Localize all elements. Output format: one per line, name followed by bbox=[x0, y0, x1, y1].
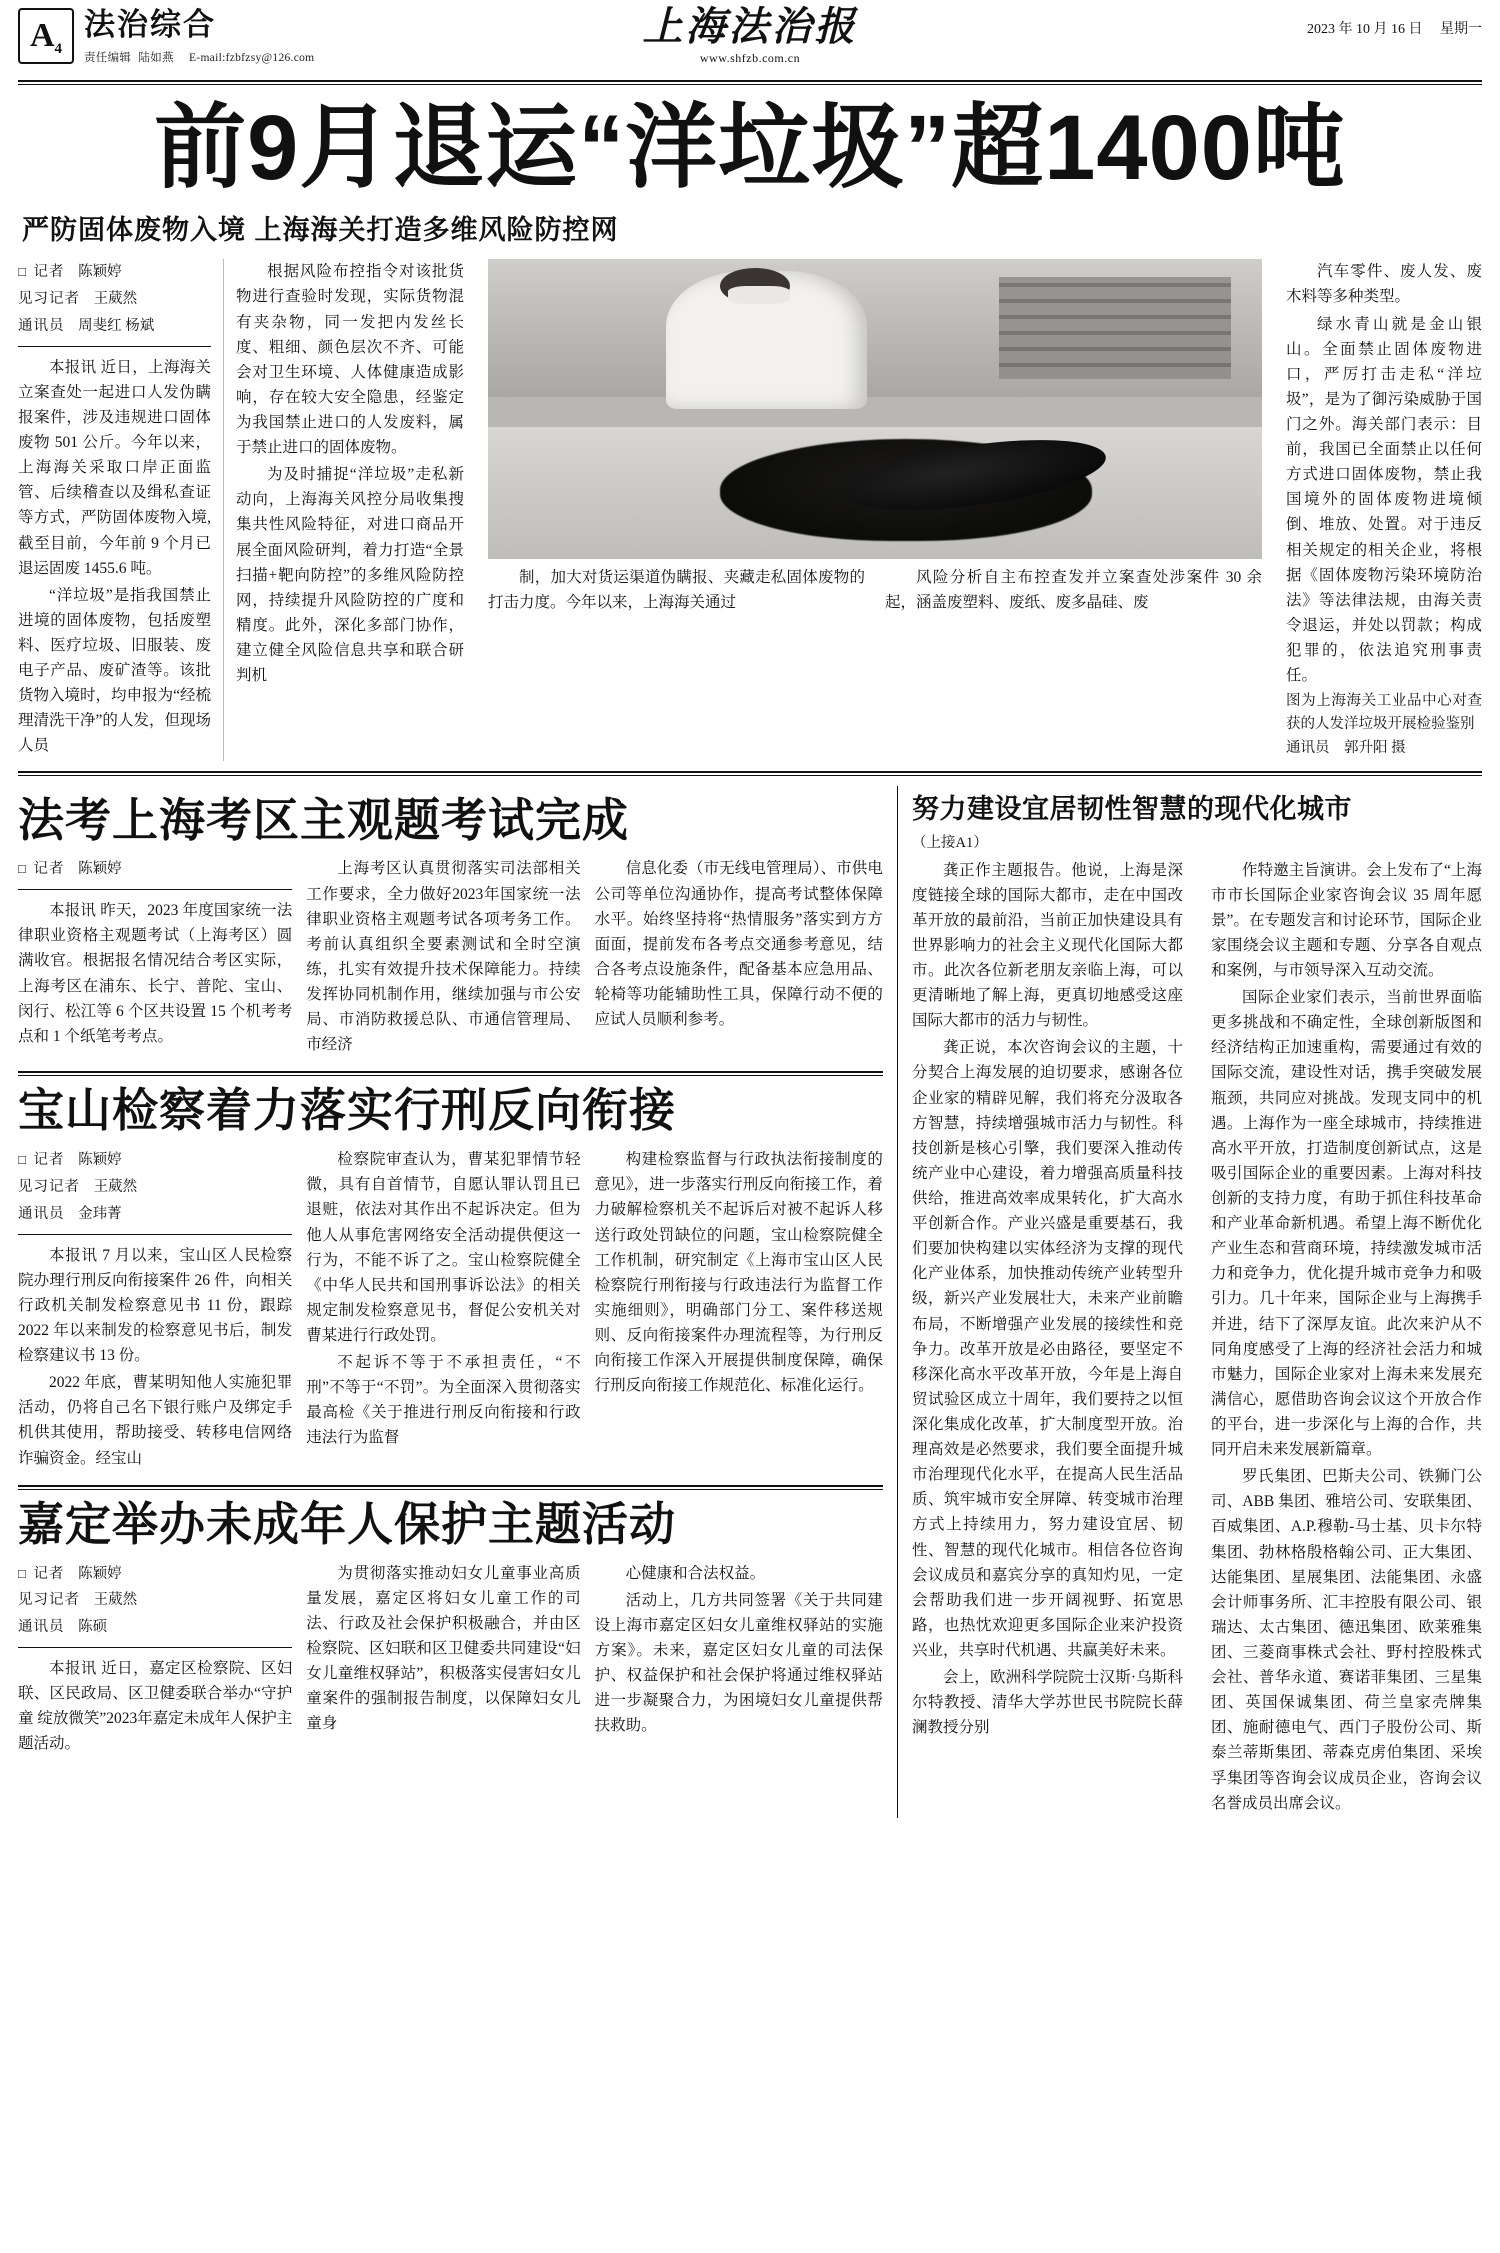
byline-rule bbox=[18, 346, 211, 347]
article-column bbox=[595, 856, 883, 1059]
article-byline bbox=[18, 1561, 292, 1641]
article-separator bbox=[18, 1071, 883, 1073]
article-jiading bbox=[18, 1498, 883, 1759]
article-paragraph: 为贯彻落实推动妇女儿童事业高质量发展，嘉定区将妇女儿童工作的司法、行政及社会保护积极融合，并由区检察院、区妇联和区卫健委共同建设“妇女儿童维权驿站”，积极落实侵害妇女儿童案件的强制报告制度，以保障妇女儿童身 bbox=[306, 1564, 581, 1733]
masthead-rule bbox=[18, 80, 1482, 82]
byline-trainee-name: 王葳然 bbox=[93, 1179, 138, 1196]
article-column bbox=[1197, 858, 1482, 1818]
article-paragraph: 构建检察监督与行政执法衔接制度的意见》，进一步落实行刑反向衔接工作，着力破解检察机关不起诉后对被不起诉人移送行政处罚缺位的问题，宝山检察院健全工作机制，研究制定《上海市宝山区人民检察院行刑衔接与行政违法行为监督工作实施细则》，明确部门分工、案件移送规则、反向衔接案件办理流程等，为行刑反向衔接工作深入开展提供制度保障，确保行刑反向衔接工作规范化、标准化运行。 bbox=[594, 1151, 883, 1395]
article-column bbox=[306, 1561, 594, 1759]
byline-reporter-name: 陈颖婷 bbox=[78, 264, 122, 281]
byline-reporter bbox=[18, 259, 211, 286]
lead-photo bbox=[488, 259, 1262, 559]
lead-column-3b bbox=[875, 565, 1262, 617]
byline-correspondent-label: 通讯员 bbox=[18, 1205, 65, 1222]
lead-article bbox=[0, 253, 1500, 760]
article-fakao bbox=[18, 794, 883, 1060]
issue-weekday: 星期一 bbox=[1440, 22, 1482, 37]
article-paragraph: 罗氏集团、巴斯夫公司、铁狮门公司、ABB 集团、雅培公司、安联集团、百威集团、A.P.穆勒-马士基、贝卡尔特集团、勃林格殷格翰公司、正大集团、达能集团、星展集团、法能集团、永盛会计师事务所、汇丰控股有限公司、银瑞达、太古集团、德迅集团、欧莱雅集团、三菱商事株式会社、野村控股株式会社、普华永道、赛诺菲集团、三星集团、英国保诚集团、荷兰皇家壳牌集团、施耐德电气、西门子股份公司、斯泰兰蒂斯集团、蒂森克虏伯集团、采埃孚集团等咨询会议成员企业，咨询会议名誉成员出席会议。 bbox=[1211, 1468, 1482, 1812]
article-paragraph: 2022 年底，曹某明知他人实施犯罪活动，仍将自己名下银行账户及绑定手机供其使用，帮助接受、转移电信网络诈骗资金。经宝山 bbox=[18, 1374, 293, 1467]
article-separator-thin bbox=[18, 1489, 883, 1490]
byline-correspondent bbox=[18, 313, 211, 340]
lead-column-4 bbox=[1274, 259, 1482, 760]
article-continued-note: （上接A1） bbox=[912, 834, 988, 851]
section-block bbox=[84, 8, 314, 65]
article-column bbox=[306, 1147, 594, 1472]
byline-correspondent bbox=[18, 1201, 292, 1228]
article-paragraph: 心健康和合法权益。 bbox=[625, 1564, 766, 1582]
article-title: 法考上海考区主观题考试完成 bbox=[18, 793, 629, 846]
lead-byline bbox=[18, 259, 211, 339]
article-paragraph: 不起诉不等于不承担责任，“不刑”不等于“不罚”。为全面深入贯彻落实最高检《关于推进行刑反向衔接和行政违法行为监督 bbox=[306, 1354, 581, 1447]
byline-reporter-label: 记者 bbox=[33, 1565, 65, 1582]
byline-trainee-name: 王葳然 bbox=[93, 1592, 138, 1609]
byline-correspondent-label: 通讯员 bbox=[18, 317, 65, 334]
article-column bbox=[595, 1561, 883, 1759]
byline-reporter-name: 陈颖婷 bbox=[78, 1565, 122, 1582]
byline-correspondent-names: 陈硕 bbox=[78, 1619, 108, 1636]
article-byline bbox=[18, 856, 292, 883]
lead-paragraph: 根据风险布控指令对该批货物进行查验时发现，实际货物混有夹杂物，同一发把内发丝长度、粗细、颜色层次不齐、可能会对卫生环境、人体健康造成影响，存在较大安全隐患，经鉴定为我国禁止进口的人发废料，属于禁止进口的固体废物。 bbox=[236, 263, 464, 457]
article-paragraph: 信息化委（市无线电管理局）、市供电公司等单位沟通协作，提高考试整体保障水平。始终坚持将“热情服务”落实到方方面面，提前发布各考点交通参考意见，结合各考点设施条件，配备基本应急用品、轮椅等功能辅助性工具，保障行动不便的应试人员顺利参考。 bbox=[594, 860, 883, 1029]
article-paragraph: 龚正说，本次咨询会议的主题，十分契合上海发展的迫切要求，感谢各位企业家的精辟见解，我们将充分汲取各方智慧，持续增强城市活力与韧性。科技创新是核心引擎，我们要深入推动传统产业中心建设，着力增强高质量科技供给，推进高效率成果转化，扩大高水平创新合作。产业兴盛是重要基石，我们要加快构建以实体经济为支撑的现代化产业体系，加快推动传统产业转型升级，新兴产业发展壮大，未来产业前瞻布局，不断增强产业发展的接续性和竞争力。改革开放是必由路径，要坚定不移深化高水平改革开放，今年是上海自贸试验区成立十周年，我们要持之以恒深化集成化改革，扩大制度型开放。治理高效是必然要求，我们要全面提升城市治理现代化水平，在提高人民生活品质、筑牢城市安全屏障、转变城市治理方式上持续用力，努力建设宜居、韧性、智慧的现代化城市。相信各位咨询会议成员和嘉宾分享的真知灼见，一定会帮助我们进一步开阔视野、拓宽思路，也热忱欢迎更多国际企业来沪投资兴业，共享时代机遇、共赢美好未来。 bbox=[912, 1039, 1183, 1659]
right-article-stack bbox=[898, 786, 1482, 1818]
article-column bbox=[18, 1147, 306, 1472]
article-title: 宝山检察着力落实行刑反向衔接 bbox=[18, 1084, 676, 1137]
article-title: 嘉定举办未成年人保护主题活动 bbox=[18, 1497, 676, 1550]
article-separator bbox=[18, 1485, 883, 1487]
byline-correspondent-names: 周斐红 杨斌 bbox=[78, 317, 155, 334]
article-column bbox=[912, 858, 1197, 1818]
article-column bbox=[306, 856, 594, 1059]
byline-rule bbox=[18, 1647, 292, 1648]
photo-caption bbox=[1286, 690, 1482, 760]
article-paragraph: 上海考区认真贯彻落实司法部相关工作要求，全力做好2023年国家统一法律职业资格主观题考试各项考务工作。考前认真组织全要素测试和全时空演练，扎实有效提升技术保障能力。持续发挥协同机制作用，继续加强与市公安局、市消防救援总队、市通信管理局、市经济 bbox=[306, 860, 581, 1054]
byline-correspondent bbox=[18, 1614, 292, 1641]
byline-reporter-label: 记者 bbox=[33, 1152, 65, 1169]
article-column bbox=[595, 1147, 883, 1472]
lead-photo-column bbox=[476, 259, 1274, 760]
lead-paragraph: 为及时捕捉“洋垃圾”走私新动向，上海海关风控分局收集搜集共性风险特征，对进口商品开展全面风险研判，着力打造“全景扫描+靶向防控”的多维风险防控网，持续提升风险防控的广度和精度。此外，深化多部门协作，建立健全风险信息共享和联合研判机 bbox=[236, 466, 464, 685]
paper-website[interactable]: www.shfzb.com.cn bbox=[699, 51, 801, 65]
byline-trainee-name: 王葳然 bbox=[93, 291, 138, 308]
byline-trainee bbox=[18, 1587, 292, 1614]
lead-column-2 bbox=[224, 259, 476, 760]
byline-reporter bbox=[18, 1561, 292, 1588]
article-paragraph: 检察院审查认为，曹某犯罪情节轻微，具有自首情节，自愿认罪认罚且已退赃，依法对其作出不起诉决定。但为他人从事危害网络安全活动提供便这一行为，不能不诉了之。宝山检察院健全《中华人民共和国刑事诉讼法》的相关规定制发检察意见书，督促公安机关对曹某进行行政处罚。 bbox=[306, 1151, 581, 1344]
lead-column-3a bbox=[488, 565, 875, 617]
byline-reporter-label: 记者 bbox=[33, 861, 65, 878]
paper-nameplate bbox=[540, 6, 960, 66]
paper-title: 上海法治报 bbox=[642, 4, 858, 49]
lead-bottom-rule-thin bbox=[18, 775, 1482, 776]
article-paragraph: 作特邀主旨演讲。会上发布了“上海市市长国际企业家咨询会议 35 周年愿景”。在专题发言和讨论环节，国际企业家围绕会议主题和专题、分享各自观点和案例，与市领导深入互动交流。 bbox=[1211, 861, 1482, 980]
byline-trainee bbox=[18, 286, 211, 313]
byline-reporter-name: 陈颖婷 bbox=[78, 1152, 122, 1169]
byline-reporter bbox=[18, 856, 292, 883]
lead-paragraph: 汽车零件、废人发、废木料等多种类型。 bbox=[1286, 263, 1482, 306]
article-byline bbox=[18, 1147, 292, 1227]
page-badge-letter: A bbox=[29, 17, 55, 54]
photo-credit-label: 通讯员 bbox=[1286, 739, 1330, 756]
editor-label: 责任编辑 bbox=[84, 52, 132, 65]
byline-correspondent-label: 通讯员 bbox=[18, 1619, 65, 1636]
byline-trainee-label: 见习记者 bbox=[18, 291, 80, 308]
section-title: 法治综合 bbox=[84, 7, 216, 42]
byline-trainee-label: 见习记者 bbox=[18, 1179, 80, 1196]
article-baoshan bbox=[18, 1084, 883, 1472]
article-paragraph: 本报讯 昨天，2023 年度国家统一法律职业资格主观题考试（上海考区）圆满收官。根据报名情况结合考区实际，上海考区在浦东、长宁、普陀、宝山、闵行、松江等 6 个区共设置 15 个机考考点和 1 个纸笔考考点。 bbox=[18, 902, 293, 1045]
editor-line bbox=[84, 49, 314, 65]
lead-column-1 bbox=[18, 259, 224, 760]
article-paragraph: 龚正作主题报告。他说，上海是深度链接全球的国际大都市，走在中国改革开放的最前沿，当前正加快建设具有世界影响力的社会主义现代化国际大都市。此次各位新老朋友亲临上海，可以更清晰地了解上海，更真切地感受这座国际大都市的活力与韧性。 bbox=[912, 861, 1183, 1030]
editor-name: 陆如燕 bbox=[138, 52, 174, 65]
byline-rule bbox=[18, 1234, 292, 1235]
lead-paragraph: 制，加大对货运渠道伪瞒报、夹藏走私固体废物的打击力度。今年以来，上海海关通过 bbox=[488, 569, 865, 612]
lead-subheadline: 严防固体废物入境 上海海关打造多维风险防控网 bbox=[22, 215, 619, 246]
article-paragraph: 会上，欧洲科学院院士汉斯·乌斯科尔特教授、清华大学苏世民书院院长薛澜教授分别 bbox=[912, 1669, 1183, 1737]
article-paragraph: 本报讯 7 月以来，宝山区人民检察院办理行刑反向衔接案件 26 件，向相关行政机关制发检察意见书 11 份，跟踪 2022 年以来制发的检察意见书后，制发检察建议书 13 份。 bbox=[18, 1246, 293, 1365]
lead-headline: 前9月退运“洋垃圾”超1400吨 bbox=[154, 97, 1346, 199]
lead-paragraph: “洋垃圾”是指我国禁止进境的固体废物，包括废塑料、医疗垃圾、旧服装、废电子产品、废矿渣等。该批货物入境时，均申报为“经梳理清洗干净”的人发，但现场人员 bbox=[18, 586, 211, 755]
lead-paragraph: 风险分析自主布控查发并立案查处涉案件 30 余起，涵盖废塑料、废纸、废多晶硅、废 bbox=[885, 569, 1262, 612]
issue-date: 2023 年 10 月 16 日 bbox=[1307, 22, 1423, 37]
lead-paragraph: 绿水青山就是金山银山。全面禁止固体废物进口，严厉打击走私“洋垃圾”，是为了御污染威胁于国门之外。海关部门表示：目前，我国已全面禁止以任何方式进口固体废物，禁止我国境外的固体废物进境倾倒、堆放、处置。对于违反相关规定的相关企业，将根据《固体废物污染环境防治法》等法律法规，由海关责令退运，并处以罚款；构成犯罪的，依法追究刑事责任。 bbox=[1286, 315, 1482, 685]
article-column bbox=[18, 1561, 306, 1759]
issue-date-block bbox=[1307, 18, 1482, 38]
byline-trainee bbox=[18, 1174, 292, 1201]
page-number-badge bbox=[18, 8, 74, 64]
masthead bbox=[0, 0, 1500, 80]
byline-reporter-name: 陈颖婷 bbox=[78, 861, 122, 878]
photo-credit bbox=[1286, 737, 1482, 760]
article-title: 努力建设宜居韧性智慧的现代化城市 bbox=[912, 793, 1352, 824]
photo-credit-name: 郭升阳 摄 bbox=[1344, 739, 1406, 756]
byline-trainee-label: 见习记者 bbox=[18, 1592, 80, 1609]
byline-rule bbox=[18, 889, 292, 890]
editor-email: E-mail:fzbfzsy@126.com bbox=[188, 52, 315, 65]
page-badge-number: 4 bbox=[54, 41, 63, 57]
photo-caption-text: 图为上海海关工业品中心对查获的人发洋垃圾开展检验鉴别 bbox=[1286, 693, 1482, 733]
article-column bbox=[18, 856, 306, 1059]
lead-headline-wrap bbox=[0, 85, 1500, 247]
article-separator-thin bbox=[18, 1075, 883, 1076]
byline-reporter bbox=[18, 1147, 292, 1174]
byline-reporter-label: 记者 bbox=[33, 264, 65, 281]
lead-paragraph: 本报讯 近日，上海海关立案查处一起进口人发伪瞒报案件，涉及违规进口固体废物 501 公斤。今年以来，上海海关采取口岸正面监管、后续稽查以及缉私查证等方式，严防固体废物入境,截至目前，今年前 9 个月已退运固废 1455.6 吨。 bbox=[18, 358, 211, 577]
left-article-stack bbox=[18, 786, 898, 1818]
article-paragraph: 活动上，几方共同签署《关于共同建设上海市嘉定区妇女儿童维权驿站的实施方案》。未来，嘉定区妇女儿童的司法保护、权益保护和社会保护将通过维权驿站进一步凝聚合力，为困境妇女儿童提供帮扶救助。 bbox=[594, 1591, 883, 1735]
lead-bottom-rule bbox=[18, 771, 1482, 773]
article-paragraph: 国际企业家们表示，当前世界面临更多挑战和不确定性，全球创新版图和经济结构正加速重构，需要通过有效的国际交流，建设性对话，携手突破发展瓶颈，共同应对挑战。发现支同中的机遇。上海作为一座全球城市，持续推进高水平开放，打造制度创新试点，这是吸引国际企业的重要因素。上海对科技创新的支持力度，有助于抓住科技革命和产业革命新机遇。希望上海不断优化产业生态和营商环境，持续激发城市活力和竞争力，优化提升城市竞争力和吸引力。几十年来，国际企业与上海携手并进，结下了深厚友谊。此次来沪从不同角度感受了上海的经济社会活力和城市魅力，国际企业家对上海未来发展充满信心，愿借助咨询会议这个开放合作的平台，进一步深化与上海的合作，共同开启未来发展新篇章。 bbox=[1211, 989, 1482, 1459]
byline-correspondent-names: 金玮菁 bbox=[78, 1205, 122, 1222]
lower-section bbox=[0, 786, 1500, 1818]
article-paragraph: 本报讯 近日，嘉定区检察院、区妇联、区民政局、区卫健委联合举办“守护童 绽放微笑”2023年嘉定未成年人保护主题活动。 bbox=[18, 1659, 293, 1753]
